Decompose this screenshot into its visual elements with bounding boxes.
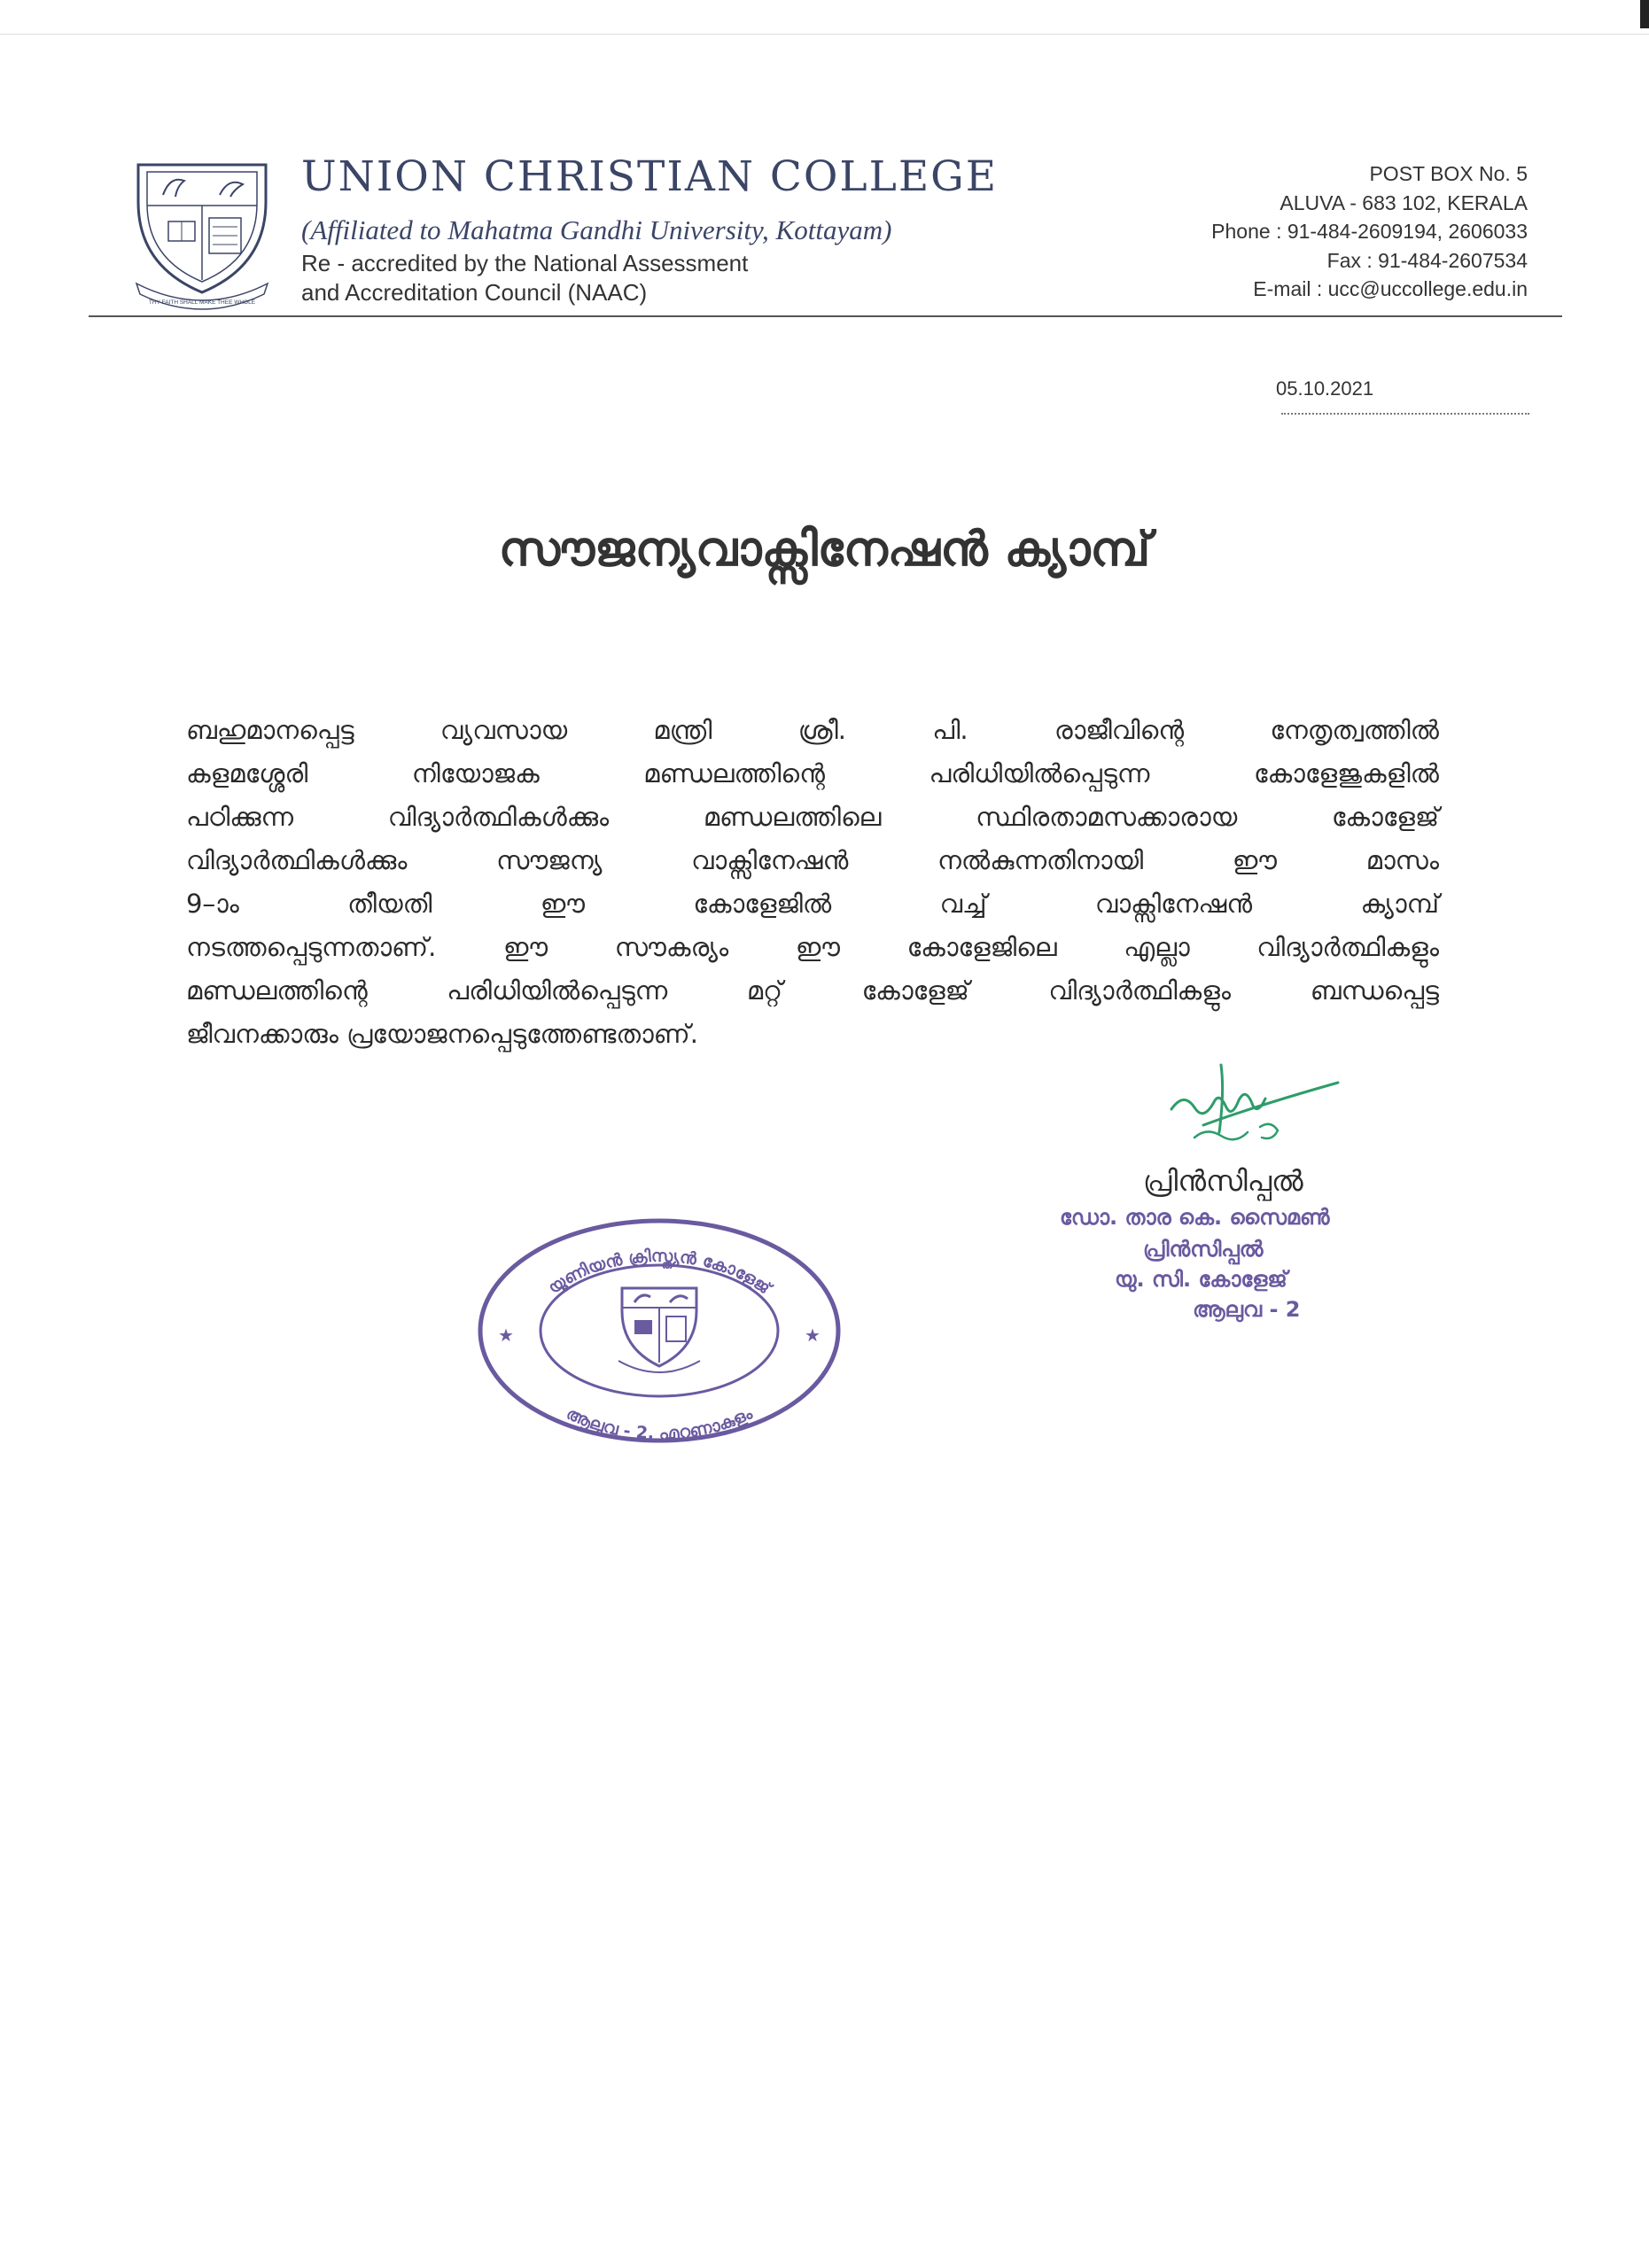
body-line: 9–ാം തീയതി ഈ കോളേജിൽ വച്ച് വാക്സിനേഷൻ ക്യാമ്പ്: [186, 889, 1439, 919]
stamp-institution: യു. സി. കോളേജ്: [1115, 1267, 1287, 1292]
college-name: UNION CHRISTIAN COLLEGE: [301, 152, 998, 201]
accreditation-line-1: Re - accredited by the National Assessment: [301, 250, 749, 276]
scan-edge-mark: [1640, 0, 1649, 28]
letter-title: സൗജന്യവാക്സിനേഷൻ ക്യാമ്പ്: [498, 521, 1151, 577]
seal-crest-icon: [618, 1288, 700, 1372]
date-dotted-line: [1281, 413, 1529, 415]
body-line: കളമശ്ശേരി നിയോജക മണ്ഡലത്തിന്റെ പരിധിയിൽപ്പെടുന്ന കോളേജുകളിൽ: [186, 758, 1439, 788]
stamp-place: ആലുവ - 2: [1193, 1297, 1301, 1322]
accreditation-line-2: and Accreditation Council (NAAC): [301, 279, 648, 306]
crest-motto: THY FAITH SHALL MAKE THEE WHOLE: [148, 299, 256, 306]
seal-star-icon: ★: [805, 1324, 821, 1346]
body-line: പഠിക്കുന്ന വിദ്യാർത്ഥികൾക്കും മണ്ഡലത്തിലെ സ്ഥിരതാമസക്കാരായ കോളേജ്: [186, 802, 1439, 832]
letterhead-divider: [89, 315, 1562, 317]
body-line: മണ്ഡലത്തിന്റെ പരിധിയിൽപ്പെടുന്ന മറ്റ് കോളേജ് വിദ്യാർത്ഥികളും ബന്ധപ്പെട്ട: [186, 975, 1439, 1006]
email: E-mail : ucc@uccollege.edu.in: [1253, 277, 1528, 300]
seal-star-icon: ★: [498, 1324, 514, 1346]
body-line: ബഹുമാനപ്പെട്ട വ്യവസായ മന്ത്രി ശ്രീ. പി. രാജീവിന്റെ നേതൃത്വത്തിൽ: [186, 715, 1439, 745]
affiliation-line: (Affiliated to Mahatma Gandhi University, Kottayam): [301, 214, 892, 245]
stamp-name: ഡോ. താര കെ. സൈമൺ: [1060, 1205, 1330, 1230]
stamp-designation: പ്രിൻസിപ്പൽ: [1143, 1237, 1264, 1262]
principal-label: പ്രിൻസിപ്പൽ: [1143, 1164, 1303, 1198]
seal-bottom-text: ആലുവ - 2, എറണാകുളം: [563, 1403, 756, 1444]
letter-date: 05.10.2021: [1276, 377, 1374, 400]
body-line: നടത്തപ്പെടുന്നതാണ്. ഈ സൗകര്യം ഈ കോളേജിലെ എല്ലാ വിദ്യാർത്ഥികളും: [186, 932, 1439, 962]
letter-body: [186, 709, 1439, 1056]
address: ALUVA - 683 102, KERALA: [1280, 190, 1528, 214]
college-seal: [473, 1216, 845, 1446]
body-line: ജീവനക്കാരും പ്രയോജനപ്പെടുത്തേണ്ടതാണ്.: [186, 1019, 698, 1049]
scan-top-line: [0, 34, 1649, 35]
seal-top-text: യൂണിയൻ ക്രിസ്ത്യൻ കോളേജ്: [544, 1246, 774, 1299]
phone: Phone : 91-484-2609194, 2606033: [1211, 220, 1528, 243]
body-line: വിദ്യാർത്ഥികൾക്കും സൗജന്യ വാക്സിനേഷൻ നൽകുന്നതിനായി ഈ മാസം: [186, 845, 1439, 875]
college-crest-icon: [131, 159, 273, 319]
principal-signature: [1168, 1056, 1345, 1171]
post-box: POST BOX No. 5: [1369, 162, 1528, 185]
contact-block: [1211, 159, 1528, 304]
fax: Fax : 91-484-2607534: [1326, 248, 1528, 272]
